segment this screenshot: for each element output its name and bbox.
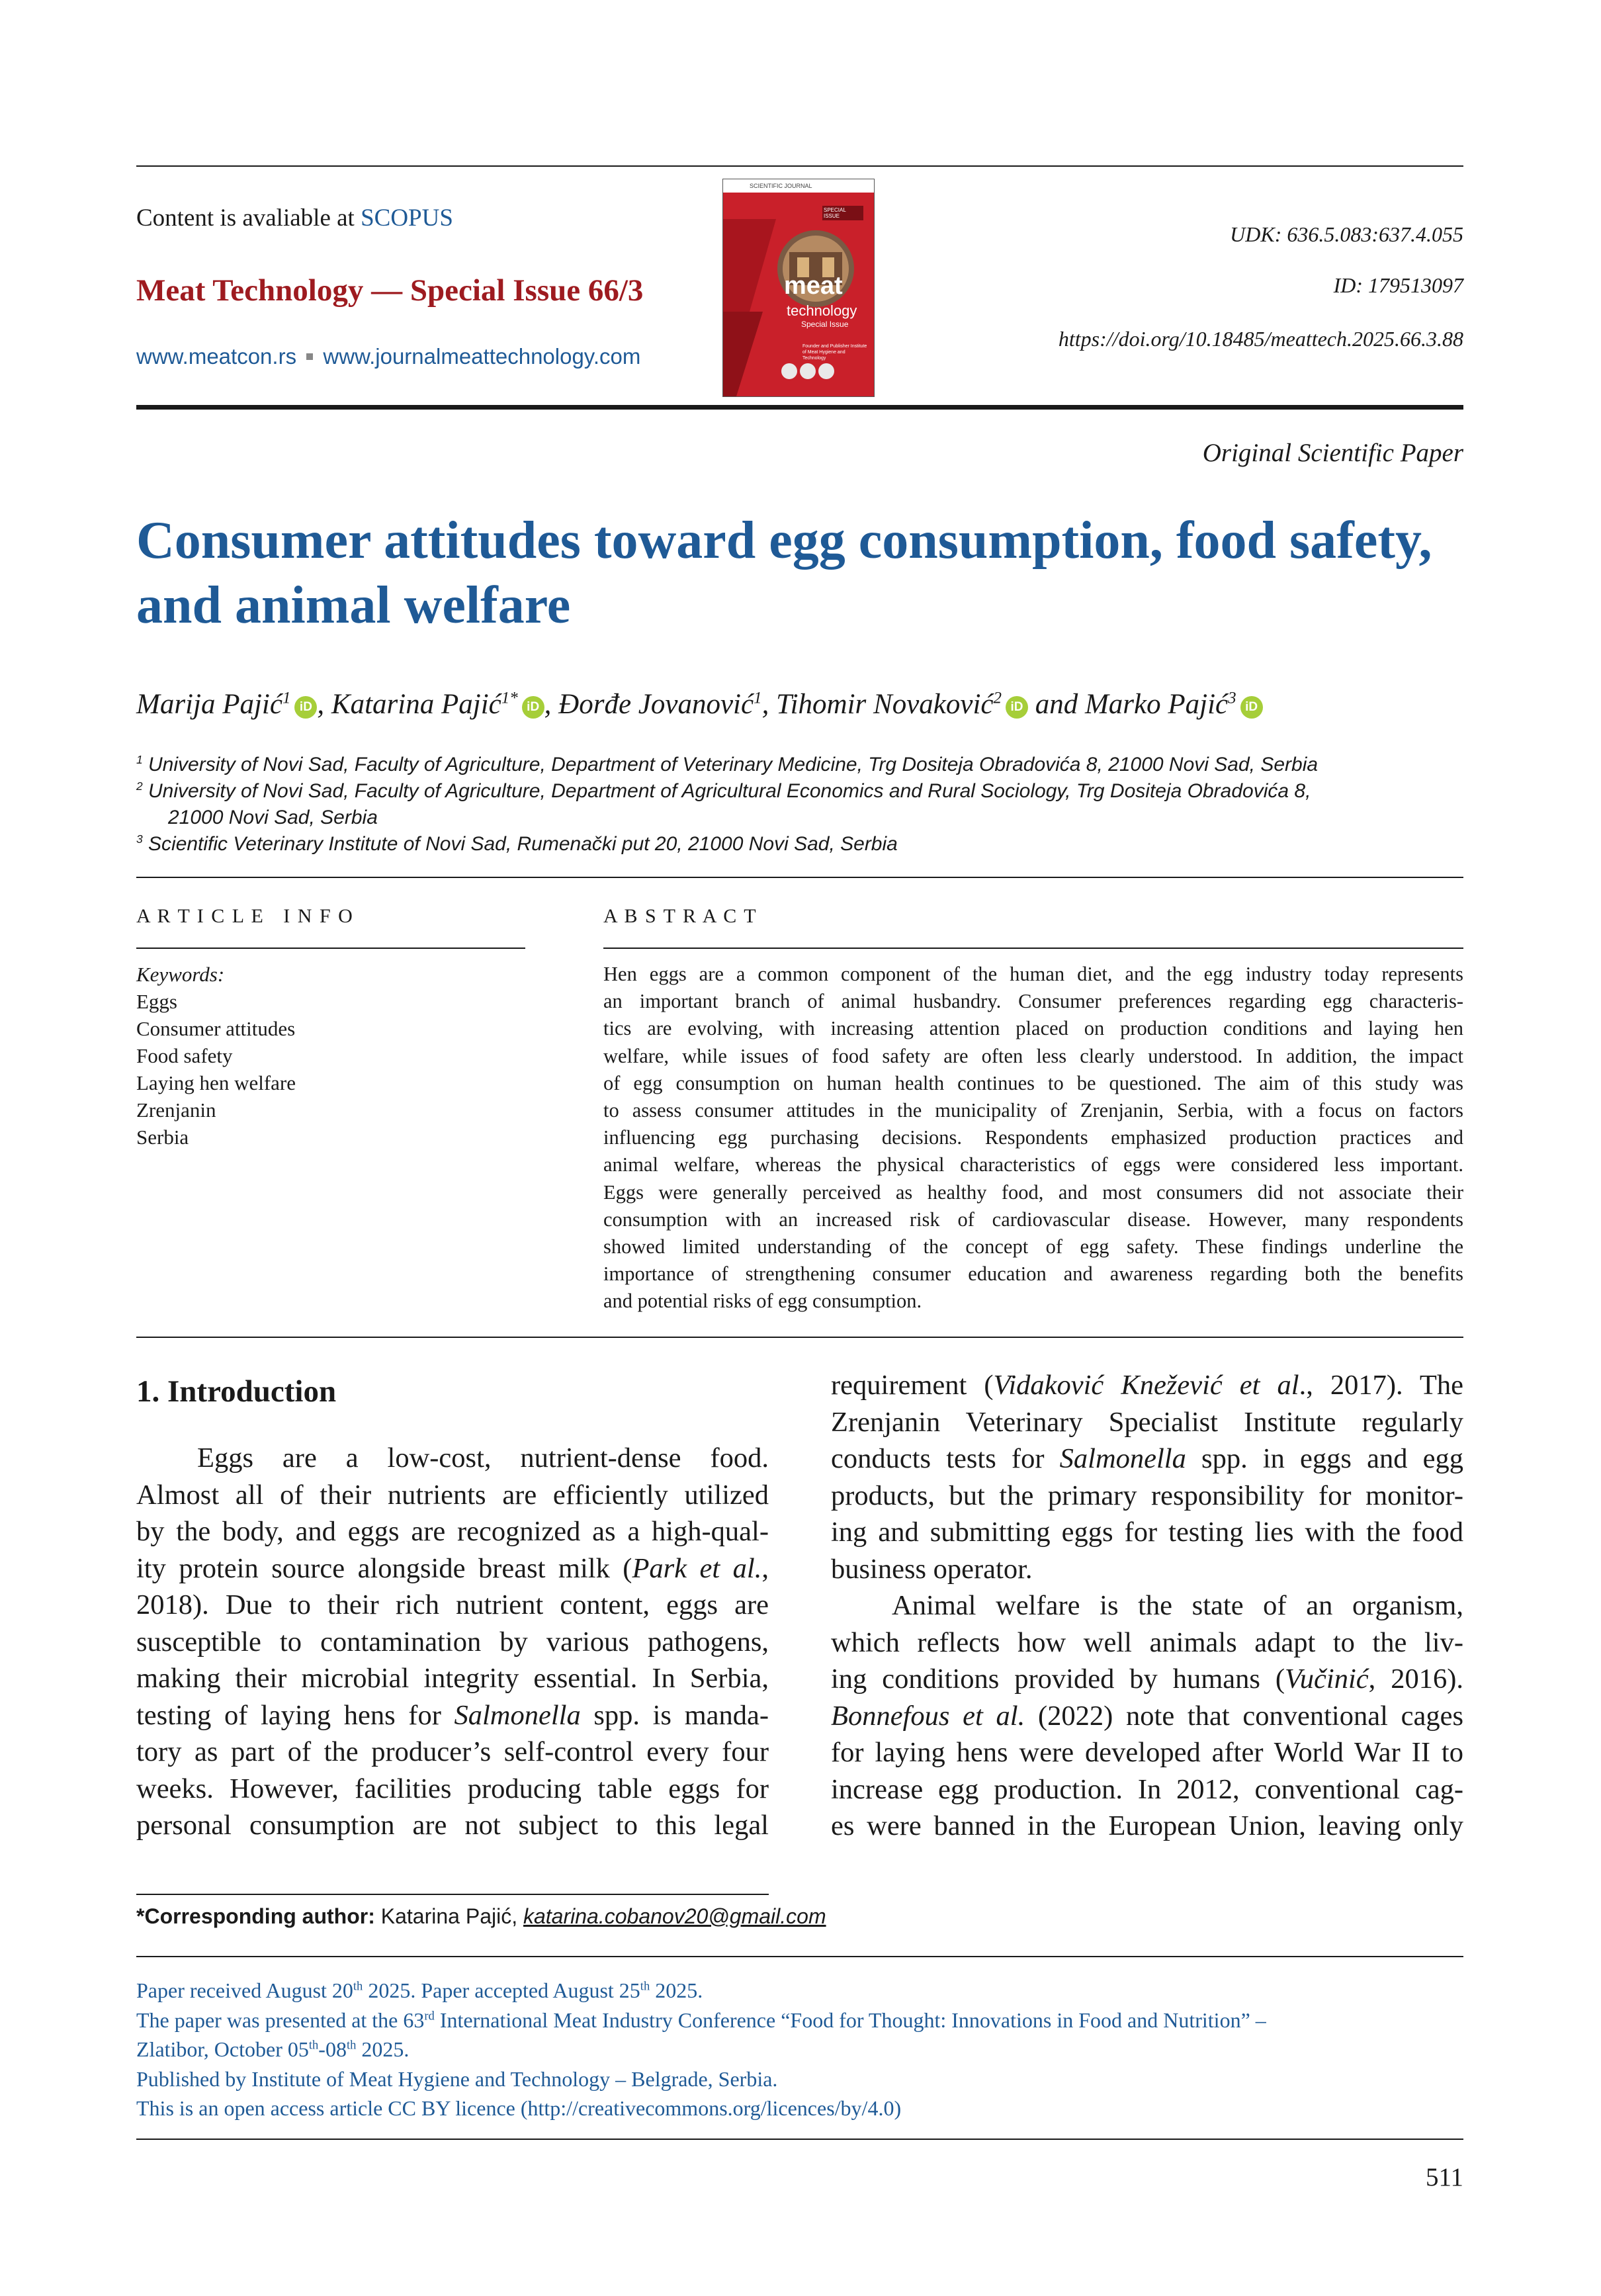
header-thick-rule (136, 405, 1463, 410)
separator-square (306, 353, 313, 360)
corresponding-email-link[interactable]: katarina.cobanov20@gmail.com (523, 1904, 826, 1928)
content-availability: Content is avaliable at SCOPUS (136, 204, 453, 232)
abstract-heading: A B S T R A C T (603, 905, 757, 927)
footer-bottom-rule (136, 2139, 1463, 2140)
affiliation-2: $^2$ University of Novi Sad, Faculty of Agriculture, Department of Agricultural Economics and Rural Sociology, Trg Dositeja Obradovića 8, (136, 779, 1311, 802)
keyword: Serbia (136, 1126, 189, 1149)
abstract-bottom-rule (136, 1337, 1463, 1338)
affiliation-3: $^3$ Scientific Veterinary Institute of Novi Sad, Rumenački put 20, 21000 Novi Sad, Serbia (136, 832, 898, 855)
conference-note: The paper was presented at the 63rd International Meat Industry Conference “Food for Thought: Innovations in Food and Nutrition” – (136, 2008, 1266, 2032)
cover-logo-special: Special Issue (801, 320, 849, 329)
author-list: Marija Pajić$^1$ iD , Katarina Pajić$^{1*}$ iD , Đorđe Jovanović$^1$, Tihomir Novaković$^2$ iD and Marko Pajić$^3$ iD (136, 688, 1263, 721)
keywords-label: Keywords: (136, 963, 225, 986)
received-accepted: Paper received August 20th 2025. Paper accepted August 25th 2025. (136, 1978, 703, 2002)
keywords-block (136, 961, 296, 1151)
website-journal-link[interactable]: www.journalmeattechnology.com (323, 344, 641, 369)
publication-notes (136, 1976, 1466, 2123)
intro-right-column: requirement (Vidaković Knežević et al., 2017). The Zrenjanin Veterinary Specialist Institute regularly conducts tests for Salmonella spp. in eggs and egg products, but the primary responsibility for monitor- ing and submitting eggs for testing lies with the food business operator. Animal welfare is the state of an organism, which reflects how well animals adapt to the liv- ing conditions provided by humans (Vučinić, 2016). Bonnefous et al. (2022) note that conventional cages for laying hens were developed after World War II to increase egg production. In 2012, conventional cag- es were banned in the European Union, leaving only (831, 1370, 1463, 1841)
orcid-icon[interactable]: iD (522, 696, 544, 719)
affiliations-rule (136, 877, 1463, 878)
author-name: Tihomir Novaković (776, 689, 994, 720)
orcid-icon[interactable]: iD (1006, 696, 1028, 719)
cover-top-label: SCIENTIFIC JOURNAL (750, 183, 812, 189)
publisher-note: Published by Institute of Meat Hygiene and Technology – Belgrade, Serbia. (136, 2066, 778, 2091)
keyword: Consumer attitudes (136, 1017, 296, 1040)
cover-badge: SPECIAL ISSUE (822, 206, 863, 220)
journal-title: Meat Technology — Special Issue 66/3 (136, 273, 644, 308)
article-info-heading: A R T I C L E I N F O (136, 905, 354, 927)
paper-id: ID: 179513097 (1333, 273, 1463, 297)
abstract-text: Hen eggs are a common component of the human diet, and the egg industry today represents an important branch of animal husbandry. Consumer preferences regarding egg characteris- tics are evolving, with increasing attention placed on production conditions and laying hen welfare, while issues of food safety are often less clearly understood. In addition, the impact of egg consumption on human health continues to be questioned. The aim of this study was to assess consumer attitudes in the municipality of Zrenjanin, Serbia, with a focus on factors influencing egg purchasing decisions. Respondents emphasized production practices and animal welfare, whereas the physical characteristics of eggs were considered less important. Eggs were generally perceived as healthy food, and most consumers did not associate their consumption with an increased risk of cardiovascular disease. However, many respondents showed limited understanding of the concept of egg safety. These findings underline the importance of strengthening consumer education and awareness regarding both the benefits and potential risks of egg consumption. (603, 963, 1463, 1313)
udk-code: UDK: 636.5.083:637.4.055 (1230, 222, 1463, 246)
cover-logo-technology: technology (787, 302, 857, 319)
footnote-rule (136, 1894, 769, 1895)
affiliations (136, 752, 1318, 858)
corresponding-author: *Corresponding author: Katarina Pajić, katarina.cobanov20@gmail.com (136, 1904, 826, 1928)
license-note[interactable]: This is an open access article CC BY licence (http://creativecommons.org/licences/by/4.0) (136, 2096, 902, 2120)
cover-logo-meat: meat (784, 272, 843, 300)
keyword: Food safety (136, 1044, 233, 1067)
keyword: Laying hen welfare (136, 1071, 296, 1094)
section-heading-introduction: 1. Introduction (136, 1374, 337, 1409)
affiliation-1: $^1$ University of Novi Sad, Faculty of Agriculture, Department of Veterinary Medicine, Trg Dositeja Obradovića 8, 21000 Novi Sad, Serbia (136, 753, 1319, 775)
keyword: Zrenjanin (136, 1098, 216, 1122)
intro-left-column: Eggs are a low-cost, nutrient-dense food. Almost all of their nutrients are efficiently utilized by the body, and eggs are recognized as a high-qual- ity protein source alongside breast milk (Park et al., 2018). Due to their rich nutrient content, eggs are susceptible to contamination by various pathogens, making their microbial integrity essential. In Serbia, testing of laying hens for Salmonella spp. is manda- tory as part of the producer’s self-control every four weeks. However, facilities producing table eggs for personal consumption are not subject to this legal (136, 1442, 769, 1841)
orcid-icon[interactable]: iD (1240, 696, 1263, 719)
top-rule (136, 165, 1463, 167)
conference-note-cont: Zlatibor, October 05th-08th 2025. (136, 2037, 410, 2061)
author-name: Marija Pajić (136, 689, 282, 720)
footer-top-rule (136, 1956, 1463, 1957)
article-info-rule (136, 948, 525, 949)
affiliation-2-cont: 21000 Novi Sad, Serbia (168, 807, 378, 828)
journal-websites (136, 344, 640, 369)
author-name: Đorđe Jovanović (558, 689, 754, 720)
abstract-rule (603, 948, 1463, 949)
keyword: Eggs (136, 990, 177, 1013)
website-meatcon-link[interactable]: www.meatcon.rs (136, 344, 297, 369)
author-name: Marko Pajić (1084, 689, 1229, 720)
paper-title: Consumer attitudes toward egg consumption, food safety, and animal welfare (136, 511, 1432, 635)
cover-footer: Founder and Publisher Institute of Meat Hygiene and Technology (802, 344, 867, 361)
scopus-link[interactable]: SCOPUS (361, 204, 453, 232)
author-name: Katarina Pajić (331, 689, 501, 720)
journal-cover-image (722, 179, 875, 397)
orcid-icon[interactable]: iD (294, 696, 317, 719)
paper-type: Original Scientific Paper (1202, 439, 1463, 467)
doi-link[interactable]: https://doi.org/10.18485/meattech.2025.66.3.88 (1058, 327, 1463, 351)
page-number: 511 (1425, 2163, 1463, 2191)
